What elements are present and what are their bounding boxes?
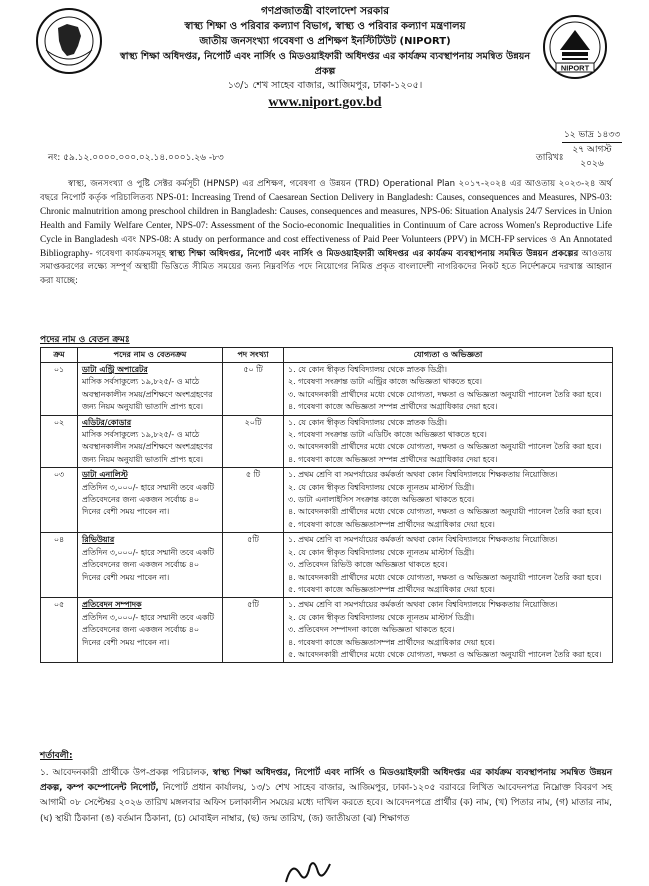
qualification-item: ১. প্রথম শ্রেণি বা সমপর্যায়ের কর্মকর্তা অথবা কোন বিশ্ববিদ্যালয়ে শিক্ষকতায় নিয়োজিত। xyxy=(288,535,558,545)
post-title: রিভিউয়ার xyxy=(82,535,115,545)
post-pay: প্রতিদিন ৩,০০০/- হারে সম্মানী তবে একটি প্রতিবেদনের জন্য একজন সর্বোচ্চ ৪০ দিনের বেশী সময় পাবেন না। xyxy=(82,612,215,647)
qualification-item: ৩. ডাটা এনালাইসিস সংক্রান্ত কাজে অভিজ্ঞতা থাকতে হবে। xyxy=(288,495,475,505)
table-row xyxy=(41,468,613,533)
post-title: এডিটর/কোডার xyxy=(82,417,132,427)
qualification-item: ২. যে কোন স্বীকৃত বিশ্ববিদ্যালয় থেকে ন্যূনতম মাস্টার্স ডিগ্রী। xyxy=(288,547,475,557)
qualification-item: ১. প্রথম শ্রেণি বা সমপর্যায়ের কর্মকর্তা অথবা কোন বিশ্ববিদ্যালয়ে শিক্ষকতায় নিয়োজিত। xyxy=(288,600,558,610)
row-count: ৫টি xyxy=(223,598,284,663)
condition-1-start: ১. আবেদনকারী প্রার্থীকে উপ-প্রকল্প পরিচালক, xyxy=(40,768,209,778)
row-serial: ০৫ xyxy=(41,598,78,663)
condition-1-project: স্বাস্থ্য শিক্ষা অধিদপ্তর, নিপোর্ট এবং নার্সিং ও মিডওয়াইফারী অধিদপ্তর এর কার্যক্রম ব্যবস্থাপনায় সমন্বিত উন্নয়ন প্রকল্প, কম্প কম্পোনেন্ট নিপোর্ট, xyxy=(40,768,613,794)
table-header-row xyxy=(41,348,613,363)
qualification-item: ৪. গবেষণা কাজে অভিজ্ঞতাসম্পন্ন প্রার্থীদের অগ্রাধিকার দেয়া হবে। xyxy=(288,637,495,647)
col-header-qualification: যোগ্যতা ও অভিজ্ঞতা xyxy=(284,348,613,363)
address: ১৩/১ শেখ সাহেব বাজার, আজিমপুর, ঢাকা-১২০৫। xyxy=(227,80,423,91)
qualification-item: ১. প্রথম শ্রেণি বা সমপর্যায়ের কর্মকর্তা অথবা কোন বিশ্ববিদ্যালয়ে শিক্ষকতায় নিয়োজিত। xyxy=(288,470,558,480)
qualification-item: ৩. প্রতিবেদন রিভিউ কাজে অভিজ্ঞতা থাকতে হবে। xyxy=(288,560,448,570)
qualification-item: ২. গবেষণা সংক্রান্ত ডাটা এন্ট্রির কাজে অভিজ্ঞতা থাকতে হবে। xyxy=(288,377,483,387)
qualification-item: ৫. গবেষণা কাজে অভিজ্ঞতাসম্পন্ন প্রার্থীদের অগ্রাধিকার দেয়া হবে। xyxy=(288,584,495,594)
posts-table xyxy=(40,347,613,663)
letterhead xyxy=(110,4,540,112)
qualification-item: ৩. আবেদনকারী প্রার্থীদের মধ্যে থেকে যোগ্যতা, দক্ষতা ও অভিজ্ঞতা অনুযায়ী প্যানেল তৈরি করা হবে। xyxy=(288,442,602,452)
posts-heading: পদের নাম ও বেতন ক্রমঃ xyxy=(40,335,130,345)
table-row xyxy=(41,598,613,663)
row-serial: ০৪ xyxy=(41,533,78,598)
qualification-item: ৩. আবেদনকারী প্রার্থীদের মধ্যে থেকে যোগ্যতা, দক্ষতা ও অভিজ্ঞতা অনুযায়ী প্যানেল তৈরি করা হবে। xyxy=(288,389,602,399)
qualification-item: ২. গবেষণা সংক্রান্ত ডাটা এডিটিং কাজে অভিজ্ঞতা থাকতে হবে। xyxy=(288,430,487,440)
row-count: ৫টি xyxy=(223,533,284,598)
niport-logo-text: NIPORT xyxy=(560,63,590,73)
row-post xyxy=(78,468,223,533)
qualification-item: ৪. গবেষণা কাজে অভিজ্ঞতা সম্পন্ন প্রার্থীদের অগ্রাধিকার দেয়া হবে। xyxy=(288,454,498,464)
institute-title: জাতীয় জনসংখ্যা গবেষণা ও প্রশিক্ষণ ইনস্টিটিউট (NIPORT) xyxy=(199,36,451,47)
post-pay: মাসিক সর্বসাকুল্যে ১৯,৮২৫/- ও মাঠে অবস্থানকালীন সময়/প্রশিক্ষণে অংশগ্রহণের জন্য নিয়ম অনুযায়ী ভাতাদি প্রাপ্য হবে। xyxy=(82,430,213,464)
intro-nps08: NPS-08: A study on performance and cost effectiveness of Paid Peer Volunteers (PPV) in MCH-FP services xyxy=(139,234,548,245)
signature-mark xyxy=(278,856,338,886)
intro-studies: NPS-01: Increasing Trend of Caesarean Section Delivery in Bangladesh: Causes, consequences and Measures, NPS-03: Chronic malnutrition among preschool children in Bangladesh: Causes, consequences and measures, NPS-06: Situation Analysis 24/7 Services in Union Health and Family Welfare Center, NPS-07: Assessment of the Socio-economic Inequalities in Continuum of Care across Women's Reproductive Life Cycle in Bangladesh xyxy=(40,192,612,245)
post-title: প্রতিবেদন সম্পাদক xyxy=(82,600,142,610)
row-count: ৫০ টি xyxy=(223,363,284,416)
col-header-serial: ক্রম xyxy=(41,348,78,363)
intro-part-9: আওতায় সমাপ্তকরণের লক্ষ্যে সম্পূর্ণ অস্থায়ী ভিত্তিতে সীমিত সময়ের জন্য নিম্নবর্ণিত পদে নিয়োগের নিমিত্ত প্রকৃত বাংলাদেশী নাগরিকদের নিকট হতে নির্দেশক্রমে দরখাস্ত আহ্বান করা যাচ্ছে: xyxy=(40,248,612,287)
col-header-post: পদের নাম ও বেতনক্রম xyxy=(78,348,223,363)
qualification-item: ২. যে কোন স্বীকৃত বিশ্ববিদ্যালয় থেকে ন্যূনতম মাস্টার্স ডিগ্রী। xyxy=(288,612,475,622)
intro-part-7: গবেষণা কার্যক্রমসমূহ xyxy=(95,248,166,259)
qualification-item: ৫. আবেদনকারী প্রার্থীদের মধ্যে থেকে যোগ্যতা, দক্ষতা ও অভিজ্ঞতা অনুযায়ী প্যানেল তৈরি করা হবে। xyxy=(288,649,602,659)
conditions-heading: শর্তাবলী: xyxy=(40,751,73,761)
table-row xyxy=(41,533,613,598)
intro-project-name: স্বাস্থ্য শিক্ষা অধিদপ্তর, নিপোর্ট এবং নার্সিং ও মিডওয়াইফারী অধিদপ্তর এর কার্যক্রম ব্যবস্থাপনায় সমন্বিত উন্নয়ন প্রকল্পের xyxy=(169,248,579,259)
intro-part-1: স্বাস্থ্য, জনসংখ্যা ও পুষ্টি সেক্টর কর্মসূচী (HPNSP) এর প্রশিক্ষণ, গবেষণা ও উন্নয়ন (TRD) Operational Plan ২০১৭-২০২৪ এর আওতায় ২০২৩-২৪ অর্থ বছরে নিপোর্ট কর্তৃক পরিচালিতব্য xyxy=(40,179,612,203)
row-qualifications xyxy=(284,415,613,468)
row-qualifications xyxy=(284,468,613,533)
table-row xyxy=(41,415,613,468)
date-label: তারিখঃ xyxy=(536,153,564,163)
table-row xyxy=(41,363,613,416)
niport-logo xyxy=(540,12,610,82)
row-qualifications xyxy=(284,533,613,598)
intro-part-5: ও xyxy=(550,234,557,245)
notice-intro xyxy=(40,178,612,289)
post-title: ডাটা এনালিস্ট xyxy=(82,470,128,480)
government-seal-logo xyxy=(34,6,104,76)
qualification-item: ৩. প্রতিবেদন সম্পাদনা কাজে অভিজ্ঞতা থাকতে হবে। xyxy=(288,625,455,635)
row-serial: ০১ xyxy=(41,363,78,416)
col-header-count: পদ সংখ্যা xyxy=(223,348,284,363)
post-title: ডাটা এন্ট্রি অপারেটর xyxy=(82,365,148,374)
govt-title: গণপ্রজাতন্ত্রী বাংলাদেশ সরকার xyxy=(260,5,390,17)
row-count: ৫ টি xyxy=(223,468,284,533)
reference-number: নং: ৫৯.১২.০০০০.০০০.০২.১৪.০০০১.২৬ -৮৩ xyxy=(48,153,224,163)
row-qualifications xyxy=(284,598,613,663)
qualification-item: ১. যে কোন স্বীকৃত বিশ্ববিদ্যালয় থেকে স্নাতক ডিগ্রী। xyxy=(288,417,447,427)
qualification-item: ১. যে কোন স্বীকৃত বিশ্ববিদ্যালয় থেকে স্নাতক ডিগ্রী। xyxy=(288,365,447,374)
row-serial: ০৩ xyxy=(41,468,78,533)
qualification-item: ৪. আবেদনকারী প্রার্থীদের মধ্যে থেকে যোগ্যতা, দক্ষতা ও অভিজ্ঞতা অনুযায়ী প্যানেল তৈরি করা হবে। xyxy=(288,572,602,582)
row-post xyxy=(78,415,223,468)
post-pay: মাসিক সর্বসাকুল্যে ১৯,৮২৫/- ও মাঠে অবস্থানকালীন সময়/প্রশিক্ষণে অংশগ্রহণের জন্য নিয়ম অনুযায়ী ভাতাদি প্রাপ্য হবে। xyxy=(82,377,213,412)
row-post xyxy=(78,363,223,416)
qualification-item: ৪. আবেদনকারী প্রার্থীদের মধ্যে থেকে যোগ্যতা, দক্ষতা ও অভিজ্ঞতা অনুযায়ী প্যানেল তৈরি করা হবে। xyxy=(288,507,602,517)
condition-1-rest: নিপোর্ট প্রধান কার্যালয়, ১৩/১ শেখ সাহেব বাজার, আজিমপুর, ঢাকা-১২০৫ বরাবরে লিখিত আবেদনপত্র নিম্নোক্ত বিবরণ সহ আগামী ০৮ সেপ্টেম্বর ২০২৬ তারিখ মঙ্গলবার অফিস চলাকালীন সময়ের মধ্যে দাখিল করতে হবে। আবেদনপত্রে প্রার্থীর (ক) নাম, (খ) পিতার নাম, (গ) মাতার নাম, (ঘ) স্থায়ী ঠিকানা (ঙ) বর্তমান ঠিকানা, (চ) মোবাইল নাম্বার, (ছ) জন্ম তারিখ, (জ) জাতীয়তা (ঝ) শিক্ষাগত xyxy=(40,783,612,824)
row-count: ২০টি xyxy=(223,415,284,468)
qualification-item: ৫. গবেষণা কাজে অভিজ্ঞতাসম্পন্ন প্রার্থীদের অগ্রাধিকার দেয়া হবে। xyxy=(288,519,495,529)
project-title: স্বাস্থ্য শিক্ষা অধিদপ্তর, নিপোর্ট এবং নার্সিং ও মিডওয়াইফারী অধিদপ্তর এর কার্যক্রম ব্যবস্থাপনায় সমন্বিত উন্নয়ন প্রকল্প xyxy=(119,51,531,77)
post-pay: প্রতিদিন ৩,০০০/- হারে সম্মানী তবে একটি প্রতিবেদনের জন্য একজন সর্বোচ্চ ৪০ দিনের বেশী সময় পাবেন না। xyxy=(82,547,215,582)
intro-bibliography: An Annotated Bibliography- xyxy=(40,234,613,259)
row-post xyxy=(78,598,223,663)
date-english: ২৭ আগস্ট ২০২৬ xyxy=(572,145,612,169)
date-block xyxy=(562,128,622,171)
qualification-item: ২. যে কোন স্বীকৃত বিশ্ববিদ্যালয় থেকে ন্যূনতম মাস্টার্স ডিগ্রী। xyxy=(288,482,475,492)
conditions-text xyxy=(40,766,612,827)
post-pay: প্রতিদিন ৩,০০০/- হারে সম্মানী তবে একটি প্রতিবেদনের জন্য একজন সর্বোচ্চ ৪০ দিনের বেশী সময় পাবেন না। xyxy=(82,482,215,517)
row-post xyxy=(78,533,223,598)
row-serial: ০২ xyxy=(41,415,78,468)
website-link[interactable]: www.niport.gov.bd xyxy=(268,95,382,110)
date-bangla: ১২ ভাদ্র ১৪৩৩ xyxy=(562,128,622,143)
row-qualifications xyxy=(284,363,613,416)
qualification-item: ৪. গবেষণা কাজে অভিজ্ঞতা সম্পন্ন প্রার্থীদের অগ্রাধিকার দেয়া হবে। xyxy=(288,402,498,412)
intro-part-3: এবং xyxy=(121,234,137,245)
division-title: স্বাস্থ্য শিক্ষা ও পরিবার কল্যাণ বিভাগ, স্বাস্থ্য ও পরিবার কল্যাণ মন্ত্রণালয় xyxy=(184,21,466,32)
